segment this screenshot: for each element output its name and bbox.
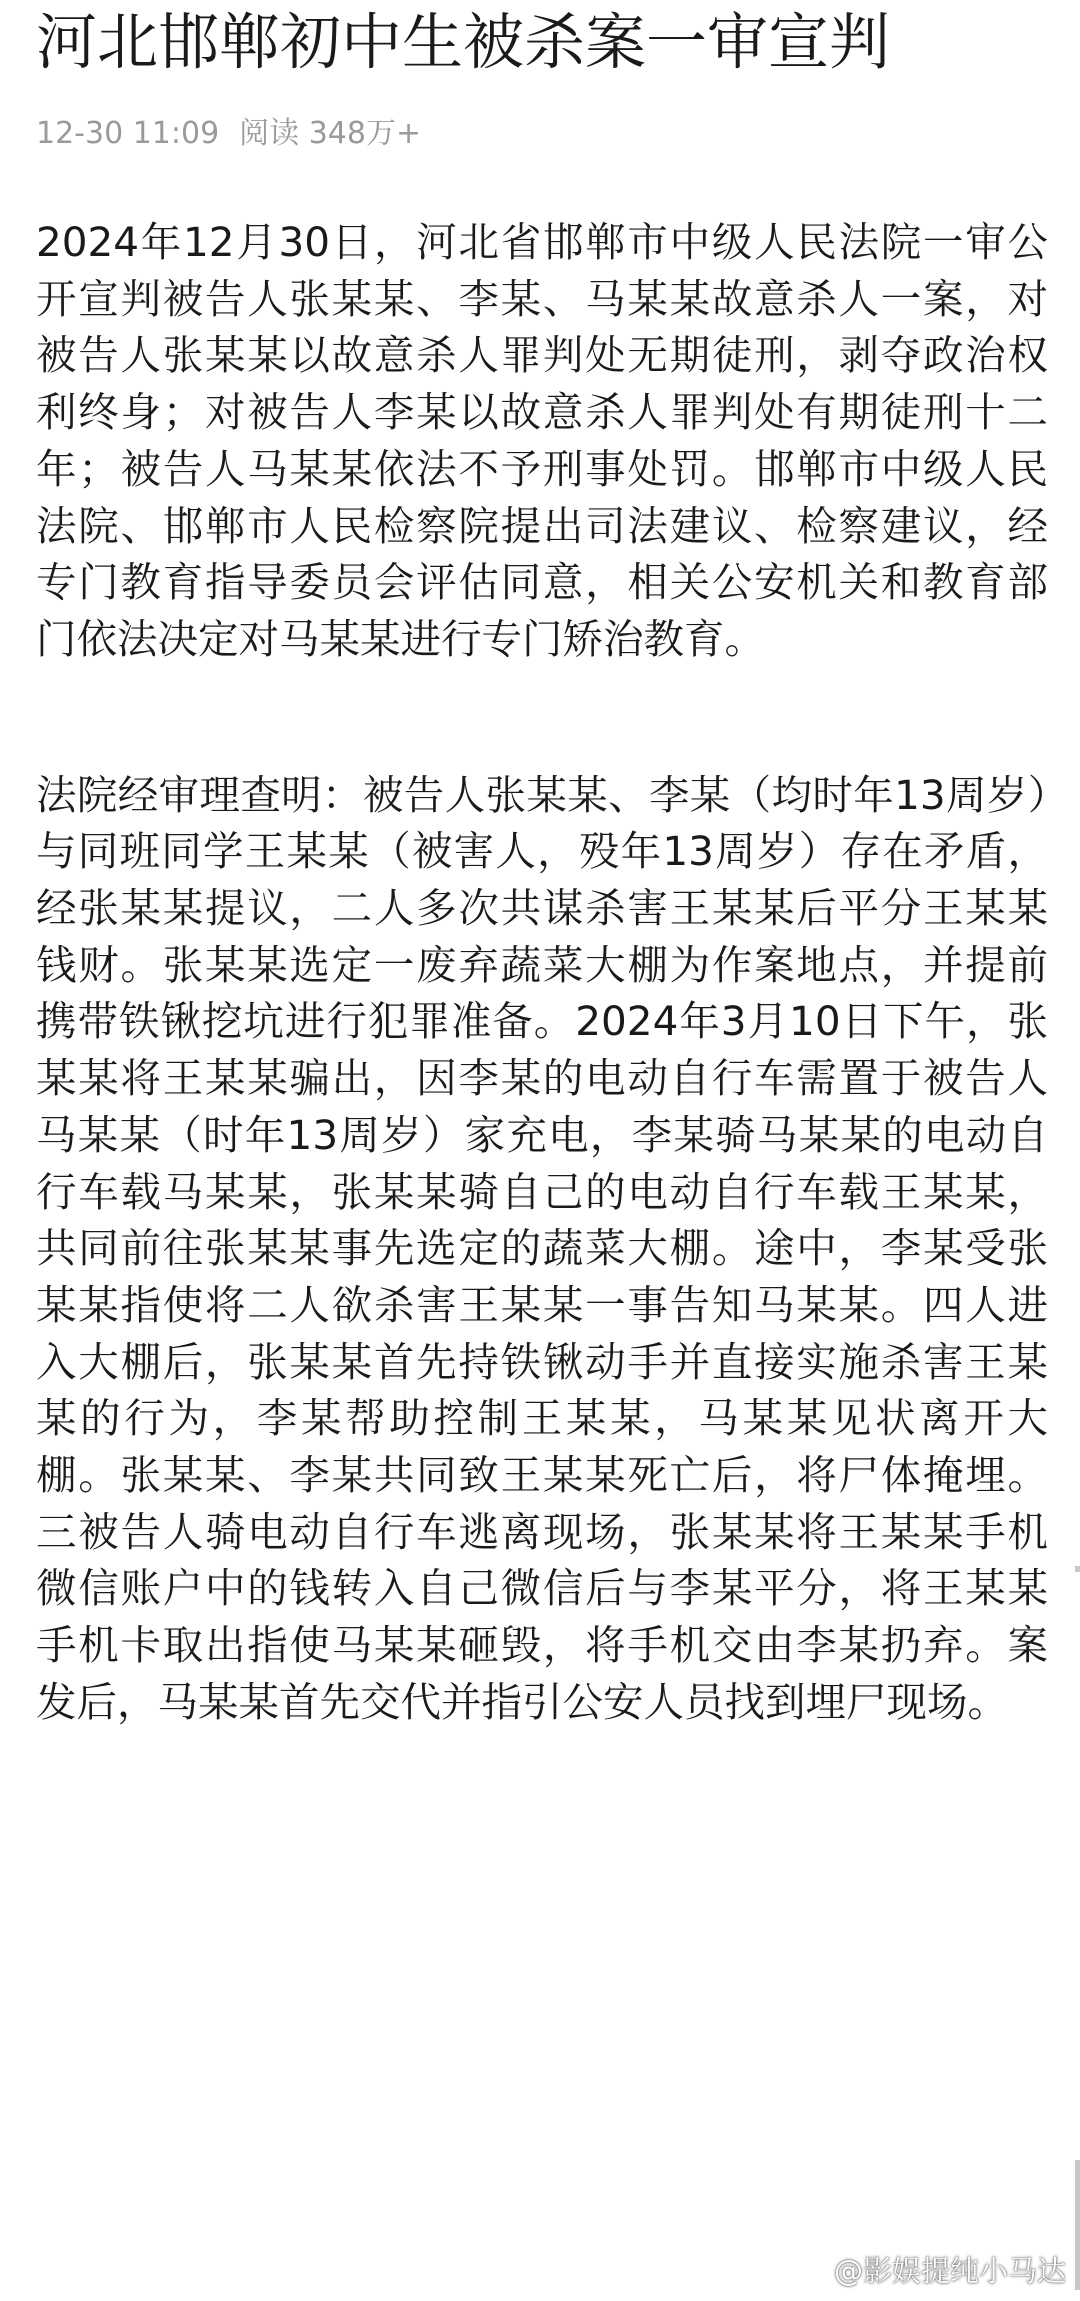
watermark <box>792 2249 1066 2289</box>
article <box>36 0 1048 1731</box>
scroll-indicator <box>1075 1566 1080 1572</box>
paragraph-findings: 法院经审理查明：被告人张某某、李某（均时年13周岁）与同班同学王某某（被害人，殁年13周岁）存在矛盾，经张某某提议，二人多次共谋杀害王某某后平分王某某钱财。张某某选定一废弃蔬菜大棚为作案地点，并提前携带铁锹挖坑进行犯罪准备。2024年3月10日下午，张某某将王某某骗出，因李某的电动自行车需置于被告人马某某（时年13周岁）家充电，李某骑马某某的电动自行车载马某某，张某某骑自己的电动自行车载王某某，共同前往张某某事先选定的蔬菜大棚。途中，李某受张某某指使将二人欲杀害王某某一事告知马某某。四人进入大棚后，张某某首先持铁锹动手并直接实施杀害王某某的行为，李某帮助控制王某某，马某某见状离开大棚。张某某、李某共同致王某某死亡后，将尸体掩埋。三被告人骑电动自行车逃离现场，张某某将王某某手机微信账户中的钱转入自己微信后与李某平分，将王某某手机卡取出指使马某某砸毁，将手机交由李某扔弃。案发后，马某某首先交代并指引公安人员找到埋尸现场。 <box>36 770 1048 1726</box>
scroll-indicator <box>1075 2160 1080 2290</box>
weibo-icon <box>792 2253 830 2285</box>
article-meta <box>36 112 1048 156</box>
watermark-text: @影娱提纯小马达 <box>833 2253 1066 2288</box>
article-title: 河北邯郸初中生被杀案一审宣判 <box>36 7 891 78</box>
article-body <box>36 214 1048 1731</box>
read-count: 阅读 348万+ <box>239 116 422 151</box>
publish-time: 12-30 11:09 <box>36 116 220 151</box>
paragraph-verdict: 2024年12月30日，河北省邯郸市中级人民法院一审公开宣判被告人张某某、李某、马某某故意杀人一案，对被告人张某某以故意杀人罪判处无期徒刑，剥夺政治权利终身；对被告人李某以故意杀人罪判处有期徒刑十二年；被告人马某某依法不予刑事处罚。邯郸市中级人民法院、邯郸市人民检察院提出司法建议、检察建议，经专门教育指导委员会评估同意，相关公安机关和教育部门依法决定对马某某进行专门矫治教育。 <box>36 218 1048 663</box>
